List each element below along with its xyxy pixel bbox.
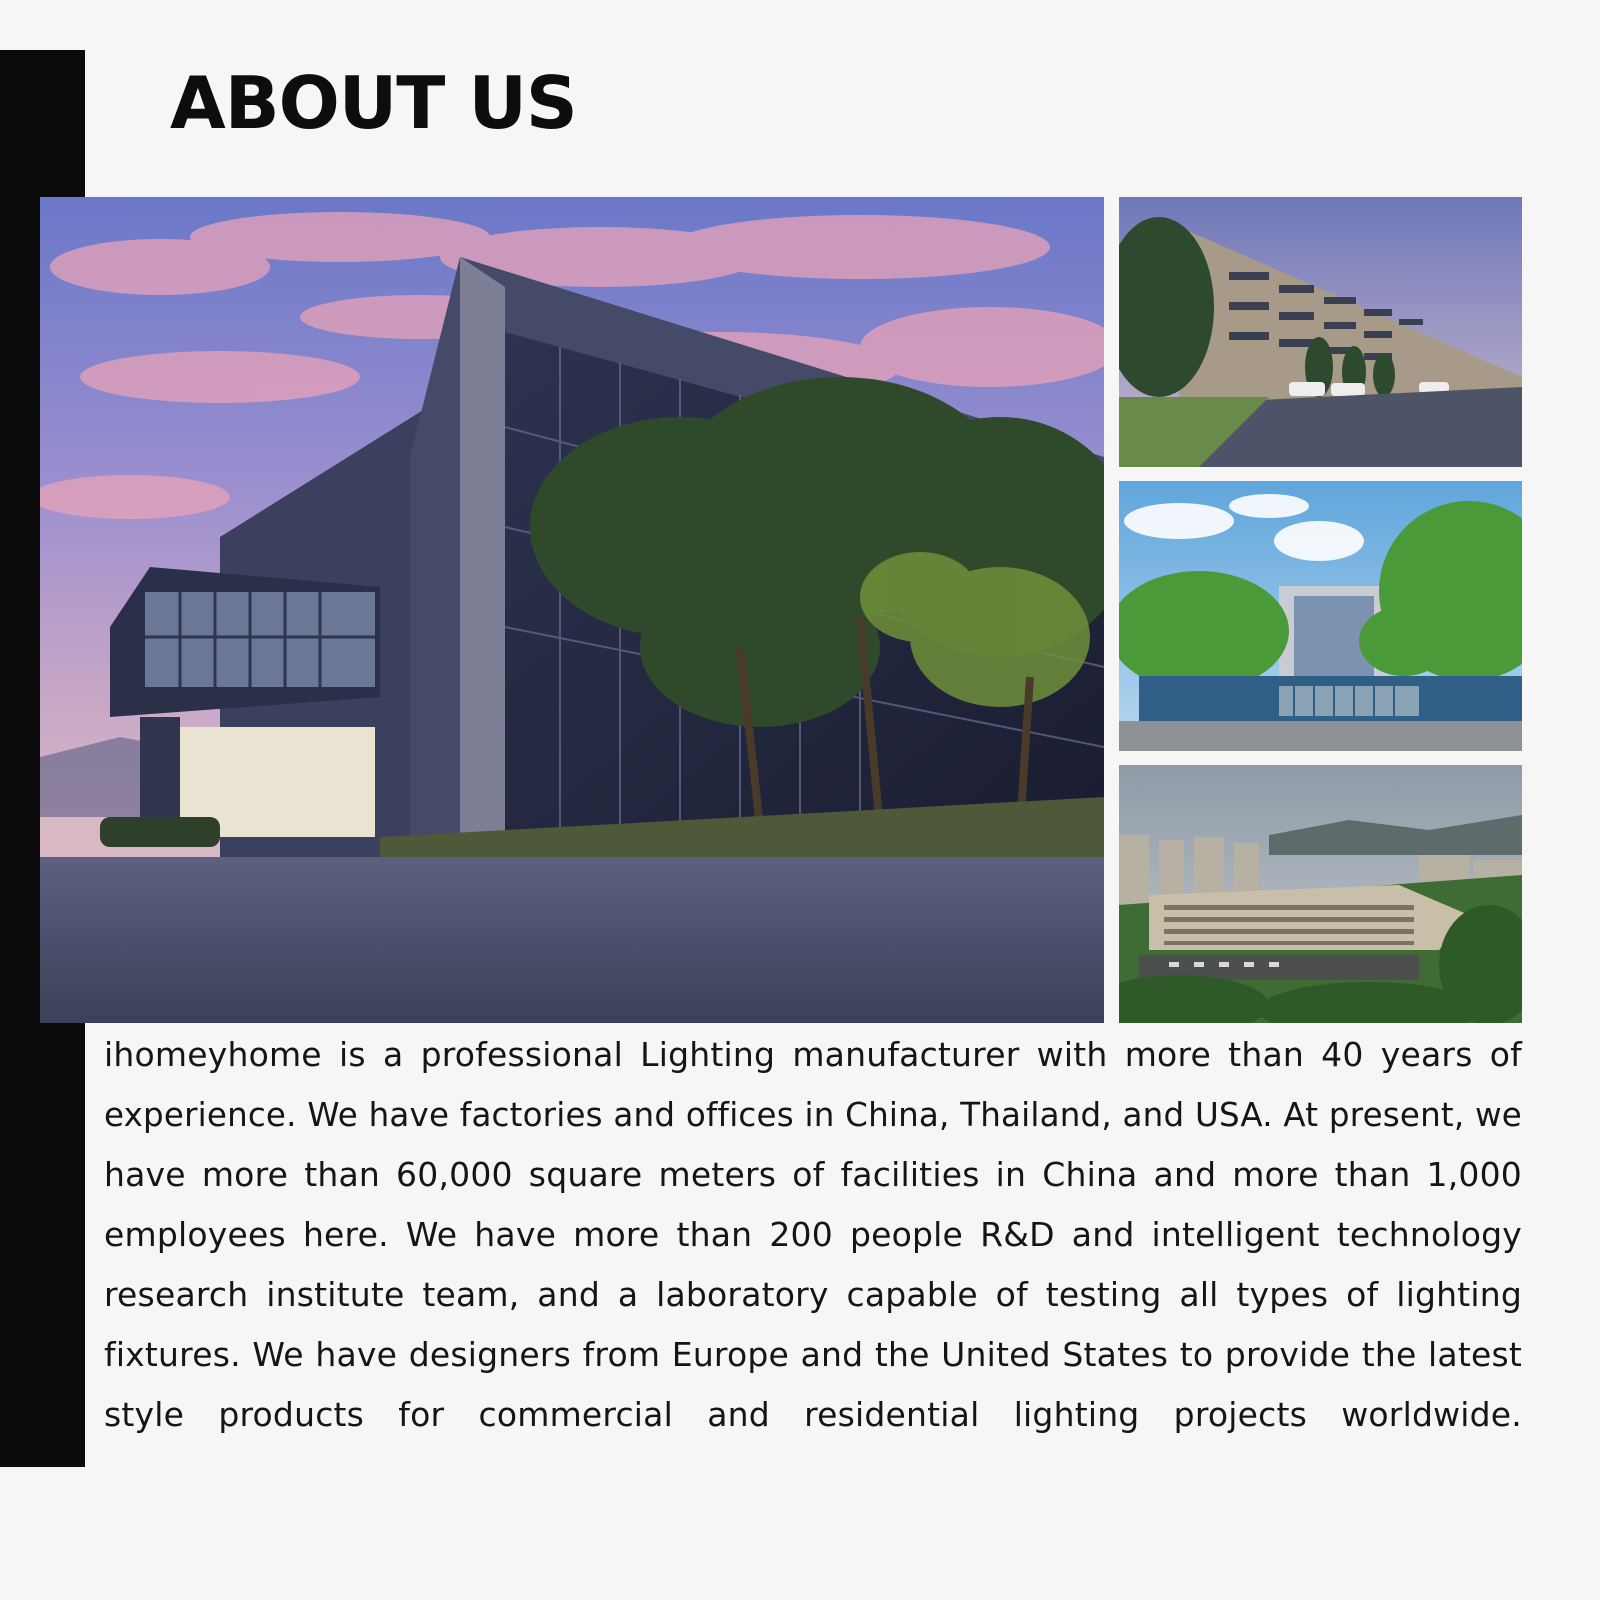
page-title: ABOUT US (170, 61, 577, 145)
about-line: experience. We have factories and offices in China, Thailand, and USA. At present, we (104, 1096, 1522, 1134)
about-line: research institute team, and a laboratory capable of testing all types of lighting (104, 1275, 1522, 1314)
about-line: fixtures. We have designers from Europe and the United States to provide the latest (104, 1335, 1522, 1374)
about-line: style products for commercial and residential lighting projects worldwide. (104, 1395, 1522, 1434)
factory-gate-photo (1119, 481, 1522, 751)
about-description (104, 1025, 1522, 1445)
office-building-photo (1119, 197, 1522, 467)
main-factory-photo (40, 197, 1104, 1023)
about-line: have more than 60,000 square meters of facilities in China and more than 1,000 (104, 1155, 1522, 1194)
aerial-campus-photo (1119, 765, 1522, 1023)
about-line: employees here. We have more than 200 people R&D and intelligent technology (104, 1215, 1522, 1254)
about-line: ihomeyhome is a professional Lighting manufacturer with more than 40 years of (104, 1035, 1522, 1074)
